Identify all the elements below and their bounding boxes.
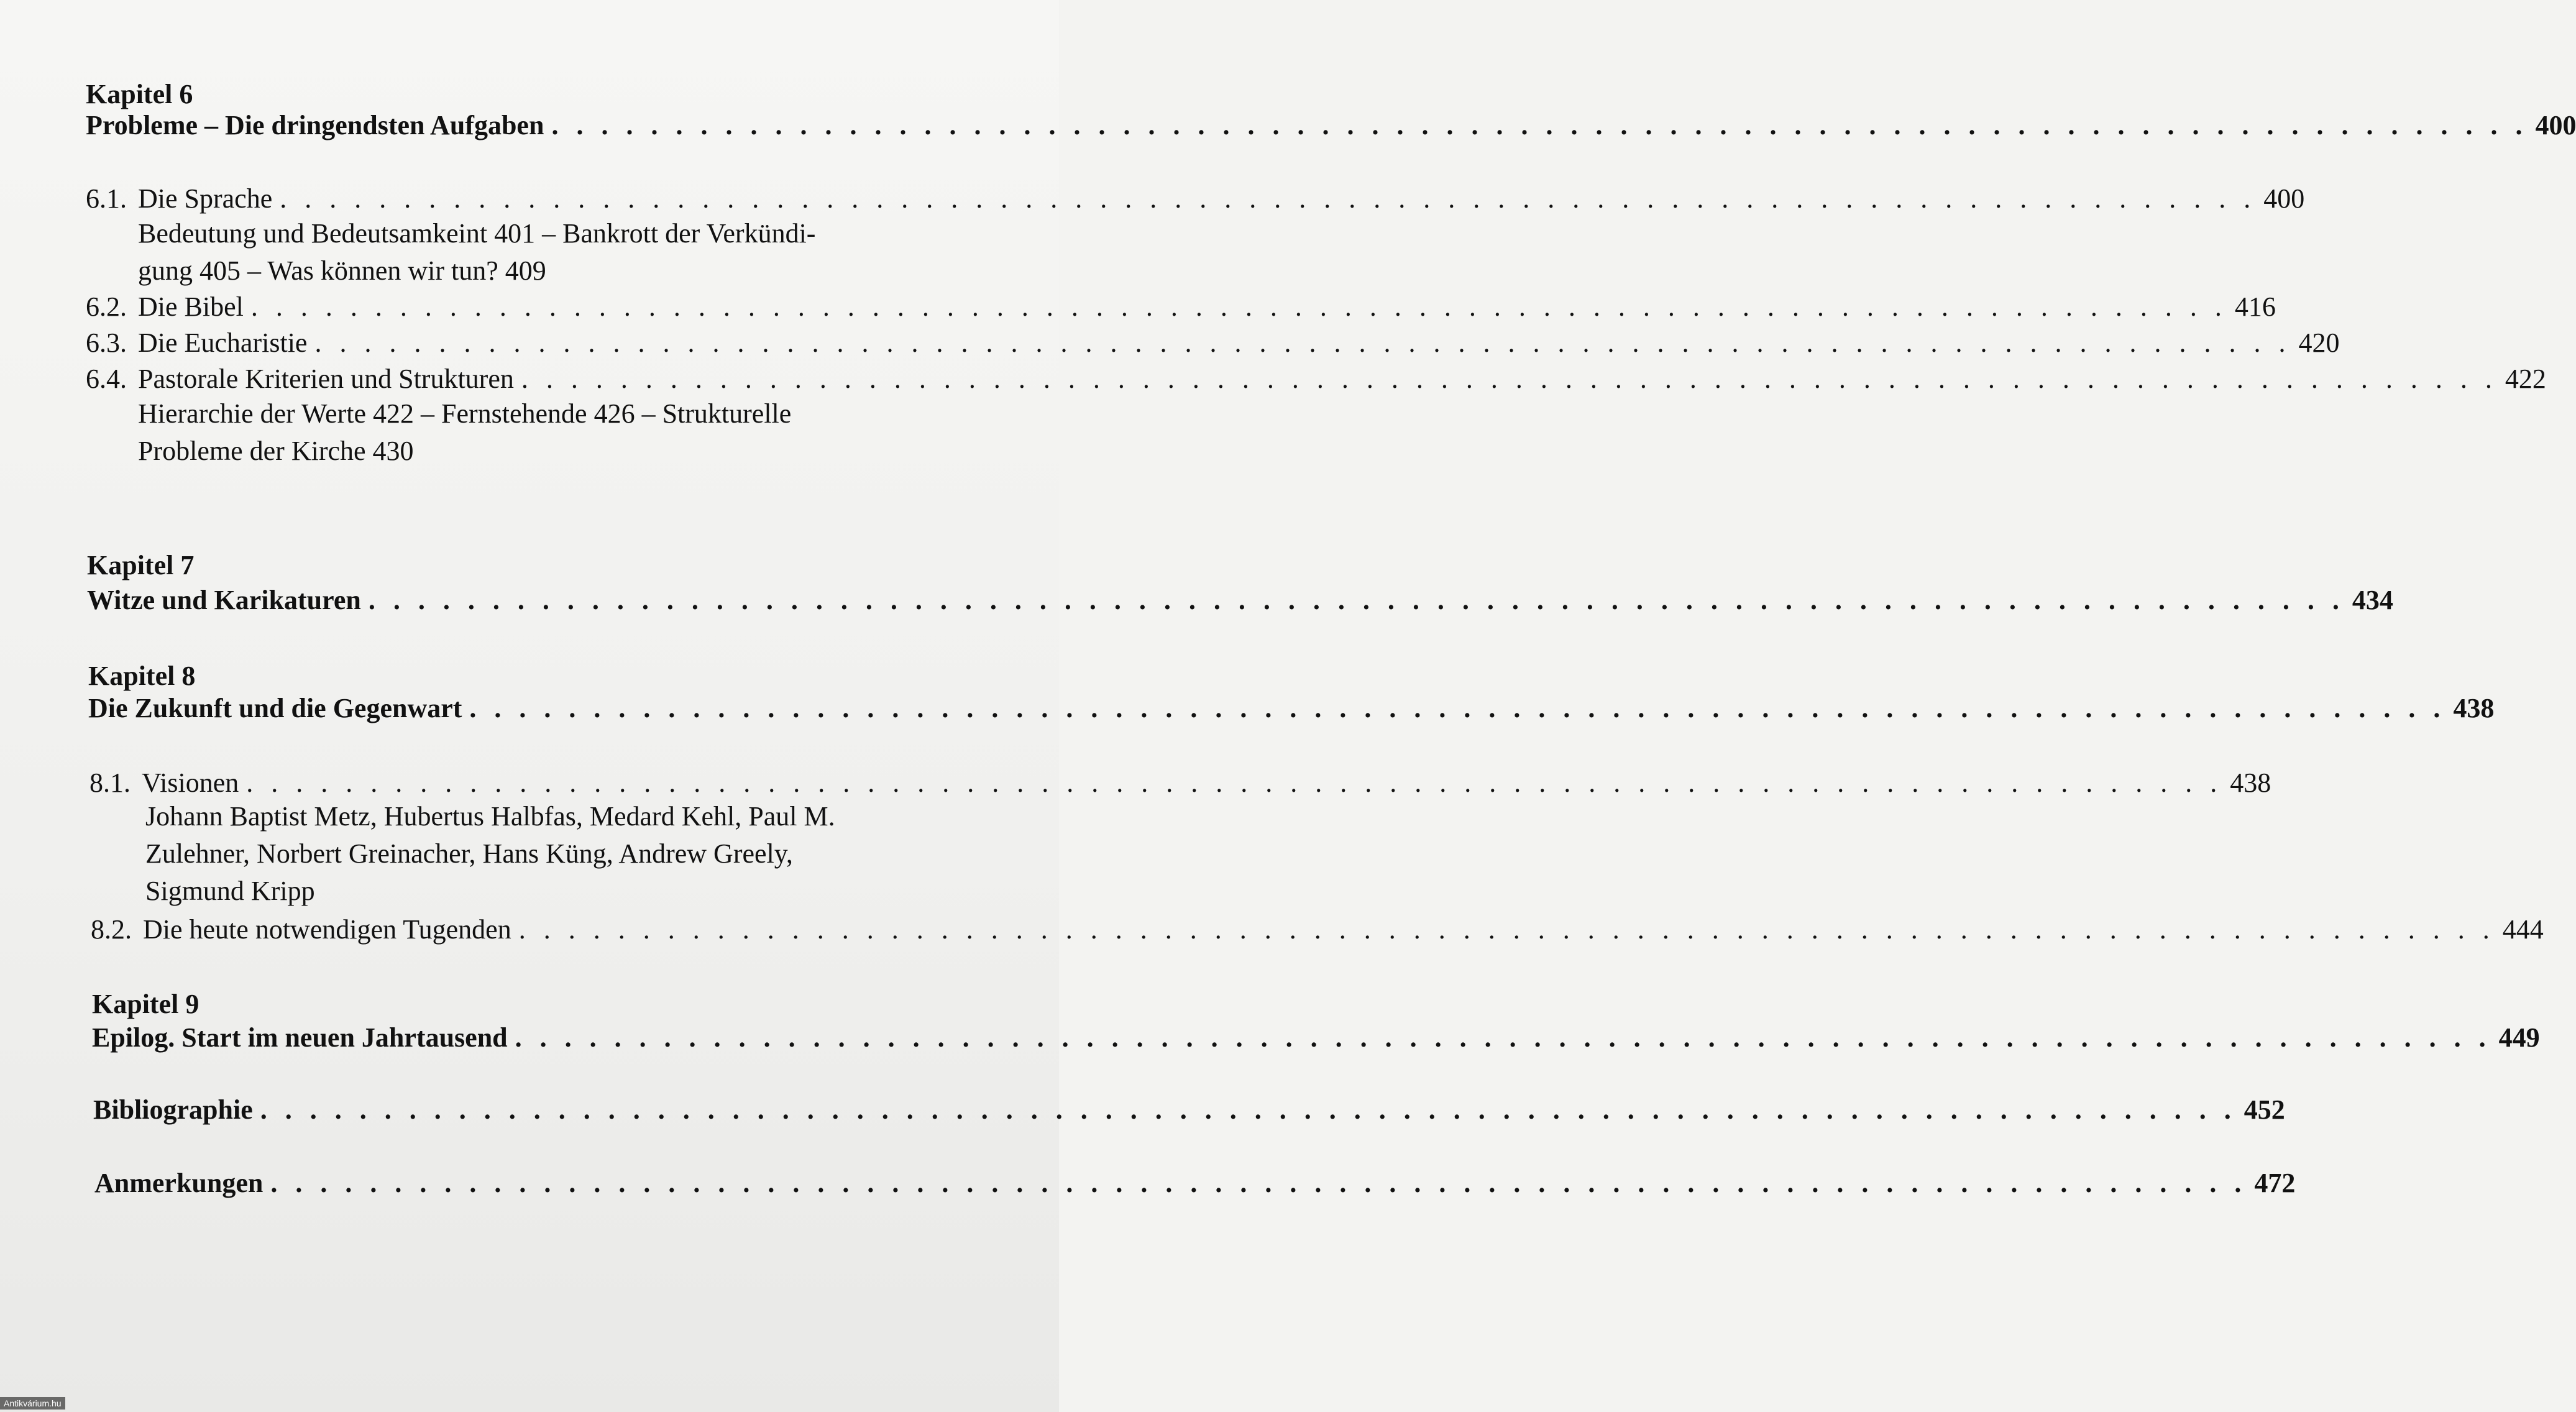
dot-leader: . . . . . . . . . . . . . . . . . . . . . . . . . . . . . . . . . . . . . . . . . . . . . . . . . . . . . . . . . . . . . . . . . . . . . . . . . . . . . . . . <box>368 585 2345 615</box>
chapter-title-8 <box>88 693 2495 723</box>
chapter-heading-6: Kapitel 6 <box>86 79 193 109</box>
section-8-1 <box>89 768 2271 798</box>
page-number: 400 <box>2263 183 2305 214</box>
section-title: Die Sprache <box>138 183 273 214</box>
section-6-2 <box>86 291 2276 322</box>
section-title: Die Eucharistie <box>138 328 308 358</box>
dot-leader: . . . . . . . . . . . . . . . . . . . . . . . . . . . . . . . . . . . . . . . . . . . . . . . . . . . . . . . . . . . . . . . . . . . . . . . . . . . . . . . . <box>260 1094 2237 1125</box>
section-number: 8.1. <box>89 768 131 798</box>
page-number: 416 <box>2234 291 2276 322</box>
section-6-1 <box>86 183 2305 214</box>
section-title: Pastorale Kriterien und Strukturen <box>138 364 514 394</box>
dot-leader: . . . . . . . . . . . . . . . . . . . . . . . . . . . . . . . . . . . . . . . . . . . . . . . . . . . . . . . . . . . . . . . . . . . . . . . . . . . . . . . . <box>518 914 2495 945</box>
section-6-4 <box>86 364 2546 394</box>
section-number: 6.3. <box>86 328 127 358</box>
chapter-title-9 <box>92 1022 2540 1053</box>
entry-title: Anmerkungen <box>94 1168 264 1198</box>
section-title: Visionen <box>142 768 239 798</box>
chapter-title-6 <box>86 110 2576 140</box>
dot-leader: . . . . . . . . . . . . . . . . . . . . . . . . . . . . . . . . . . . . . . . . . . . . . . . . . . . . . . . . . . . . . . . . . . . . . . . . . . . . . . . . <box>314 328 2291 358</box>
chapter-title-text: Witze und Karikaturen <box>87 585 361 615</box>
page-number: 422 <box>2505 364 2546 394</box>
desc-line: gung 405 – Was können wir tun? 409 <box>138 255 546 286</box>
page-number: 449 <box>2498 1022 2540 1053</box>
chapter-title-7 <box>87 585 2393 615</box>
section-6-1-desc <box>138 215 815 290</box>
section-title: Die heute notwendigen Tugenden <box>143 914 511 945</box>
bibliographie-entry <box>93 1094 2285 1125</box>
watermark-logo: Antikvárium.hu <box>0 1397 65 1410</box>
section-8-1-desc <box>145 798 835 910</box>
dot-leader: . . . . . . . . . . . . . . . . . . . . . . . . . . . . . . . . . . . . . . . . . . . . . . . . . . . . . . . . . . . . . . . . . . . . . . . . . . . . . . . . <box>270 1168 2247 1198</box>
page-number: 472 <box>2254 1168 2296 1198</box>
page-number: 444 <box>2502 914 2544 945</box>
page-number: 452 <box>2244 1094 2285 1125</box>
chapter-title-text: Probleme – Die dringendsten Aufgaben <box>86 110 544 140</box>
dot-leader: . . . . . . . . . . . . . . . . . . . . . . . . . . . . . . . . . . . . . . . . . . . . . . . . . . . . . . . . . . . . . . . . . . . . . . . . . . . . . . . . <box>551 110 2528 140</box>
section-number: 6.2. <box>86 291 127 322</box>
dot-leader: . . . . . . . . . . . . . . . . . . . . . . . . . . . . . . . . . . . . . . . . . . . . . . . . . . . . . . . . . . . . . . . . . . . . . . . . . . . . . . . . <box>250 291 2227 322</box>
section-6-3 <box>86 328 2340 358</box>
desc-line: Bedeutung und Bedeutsamkeint 401 – Bankrott der Verkündi- <box>138 218 816 249</box>
anmerkungen-entry <box>94 1168 2296 1198</box>
page-number: 438 <box>2230 768 2271 798</box>
page-number: 420 <box>2298 328 2340 358</box>
section-6-4-desc <box>138 395 791 470</box>
page-number: 438 <box>2453 693 2495 723</box>
dot-leader: . . . . . . . . . . . . . . . . . . . . . . . . . . . . . . . . . . . . . . . . . . . . . . . . . . . . . . . . . . . . . . . . . . . . . . . . . . . . . . . . <box>521 364 2498 394</box>
dot-leader: . . . . . . . . . . . . . . . . . . . . . . . . . . . . . . . . . . . . . . . . . . . . . . . . . . . . . . . . . . . . . . . . . . . . . . . . . . . . . . . . <box>280 183 2257 214</box>
page-number: 434 <box>2352 585 2393 615</box>
dot-leader: . . . . . . . . . . . . . . . . . . . . . . . . . . . . . . . . . . . . . . . . . . . . . . . . . . . . . . . . . . . . . . . . . . . . . . . . . . . . . . . . <box>515 1022 2491 1053</box>
section-title: Die Bibel <box>138 291 244 322</box>
desc-line: Zulehner, Norbert Greinacher, Hans Küng, Andrew Greely, <box>145 838 793 869</box>
section-number: 8.2. <box>91 914 132 945</box>
section-number: 6.1. <box>86 183 127 214</box>
chapter-heading-8: Kapitel 8 <box>88 661 196 691</box>
chapter-title-text: Die Zukunft und die Gegenwart <box>88 693 462 723</box>
page-number: 400 <box>2535 110 2576 140</box>
section-number: 6.4. <box>86 364 127 394</box>
chapter-title-text: Epilog. Start im neuen Jahrtausend <box>92 1022 508 1053</box>
chapter-heading-7: Kapitel 7 <box>87 550 195 580</box>
desc-line: Probleme der Kirche 430 <box>138 436 414 466</box>
section-8-2 <box>91 914 2544 945</box>
desc-line: Johann Baptist Metz, Hubertus Halbfas, Medard Kehl, Paul M. <box>145 801 835 832</box>
chapter-heading-9: Kapitel 9 <box>92 989 199 1019</box>
dot-leader: . . . . . . . . . . . . . . . . . . . . . . . . . . . . . . . . . . . . . . . . . . . . . . . . . . . . . . . . . . . . . . . . . . . . . . . . . . . . . . . . <box>246 768 2223 798</box>
desc-line: Sigmund Kripp <box>145 876 315 906</box>
entry-title: Bibliographie <box>93 1094 253 1125</box>
dot-leader: . . . . . . . . . . . . . . . . . . . . . . . . . . . . . . . . . . . . . . . . . . . . . . . . . . . . . . . . . . . . . . . . . . . . . . . . . . . . . . . . <box>469 693 2446 723</box>
desc-line: Hierarchie der Werte 422 – Fernstehende 426 – Strukturelle <box>138 398 792 429</box>
